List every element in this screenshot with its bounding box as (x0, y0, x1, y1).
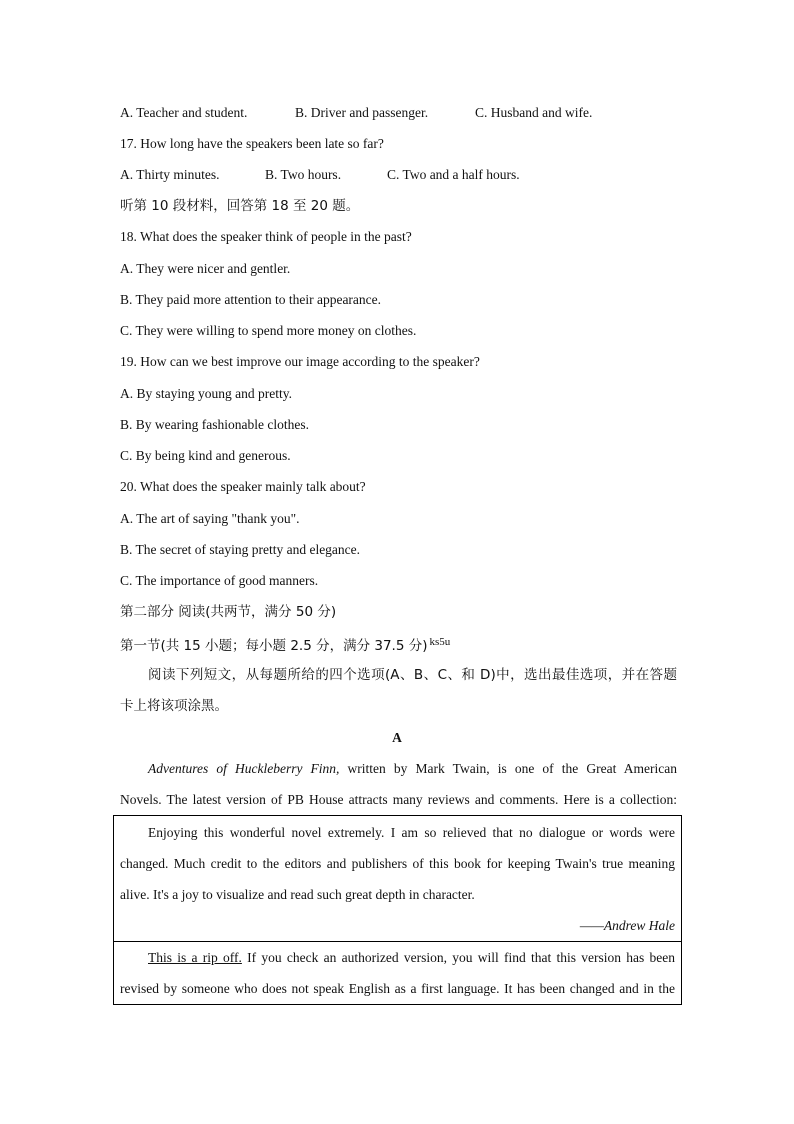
q18-option-a: A. They were nicer and gentler. (120, 261, 291, 276)
q18-option-c: C. They were willing to spend more money on clothes. (120, 323, 417, 338)
review1-line2: changed. Much credit to the editors and publishers of this book for keeping Twain's true meaning (120, 856, 675, 871)
q18-question: 18. What does the speaker think of people in the past? (120, 229, 412, 244)
q17-option-b: B. Two hours. (265, 167, 342, 182)
q19-option-b: B. By wearing fashionable clothes. (120, 417, 309, 432)
part2-title: 第二部分 阅读(共两节，满分 50 分) (120, 604, 337, 620)
review2-line2: revised by someone who does not speak English as a first language. It has been changed and in the (120, 981, 675, 996)
section1-title-line (120, 633, 450, 655)
q16-option-b: B. Driver and passenger. (295, 105, 429, 120)
review2-underlined: This is a rip off. (148, 950, 242, 965)
intro-line1 (148, 760, 677, 778)
q17-option-a: A. Thirty minutes. (120, 167, 220, 182)
reading-instruction-line1 (148, 666, 677, 684)
review1-line3: alive. It's a joy to visualize and read such great depth in character. (120, 887, 475, 902)
intro-line1-text (148, 760, 677, 778)
intro-line1-rest: written by Mark Twain, is one of the Great American (339, 761, 677, 776)
q16-option-a: A. Teacher and student. (120, 105, 248, 120)
book-title: Adventures of Huckleberry Finn, (148, 761, 340, 776)
passage-label: A (392, 730, 402, 745)
reading-instruction-text-1: 阅读下列短文，从每题所给的四个选项(A、B、C、和 D)中，选出最佳选项，并在答题 (148, 667, 677, 683)
listening-instruction: 听第 10 段材料，回答第 18 至 20 题。 (120, 198, 360, 214)
review-box-2 (113, 941, 682, 1005)
q17-option-c: C. Two and a half hours. (387, 167, 520, 182)
review2-line1 (148, 949, 675, 967)
review1-author: ——Andrew Hale (579, 918, 675, 933)
reading-instruction-line2: 卡上将该项涂黑。 (120, 698, 228, 714)
q19-option-c: C. By being kind and generous. (120, 448, 291, 463)
watermark: ks5u (429, 636, 451, 648)
q19-option-a: A. By staying young and pretty. (120, 386, 292, 401)
q17-question: 17. How long have the speakers been late so far? (120, 136, 384, 151)
q19-question: 19. How can we best improve our image according to the speaker? (120, 354, 480, 369)
intro-line2 (120, 791, 677, 809)
q20-question: 20. What does the speaker mainly talk about? (120, 479, 366, 494)
q20-option-a: A. The art of saying "thank you". (120, 511, 300, 526)
section1-title: 第一节(共 15 小题；每小题 2.5 分，满分 37.5 分) (120, 638, 428, 654)
q20-option-c: C. The importance of good manners. (120, 573, 319, 588)
q16-option-c: C. Husband and wife. (475, 105, 593, 120)
intro-line2-text: Novels. The latest version of PB House attracts many reviews and comments. Here is a collection: (120, 792, 677, 807)
review2-line1-rest: If you check an authorized version, you will find that this version has been (241, 950, 675, 965)
review1-line1: Enjoying this wonderful novel extremely. I am so relieved that no dialogue or words were (148, 825, 675, 840)
q20-option-b: B. The secret of staying pretty and elegance. (120, 542, 361, 557)
review-box-1 (113, 815, 682, 942)
q18-option-b: B. They paid more attention to their appearance. (120, 292, 382, 307)
